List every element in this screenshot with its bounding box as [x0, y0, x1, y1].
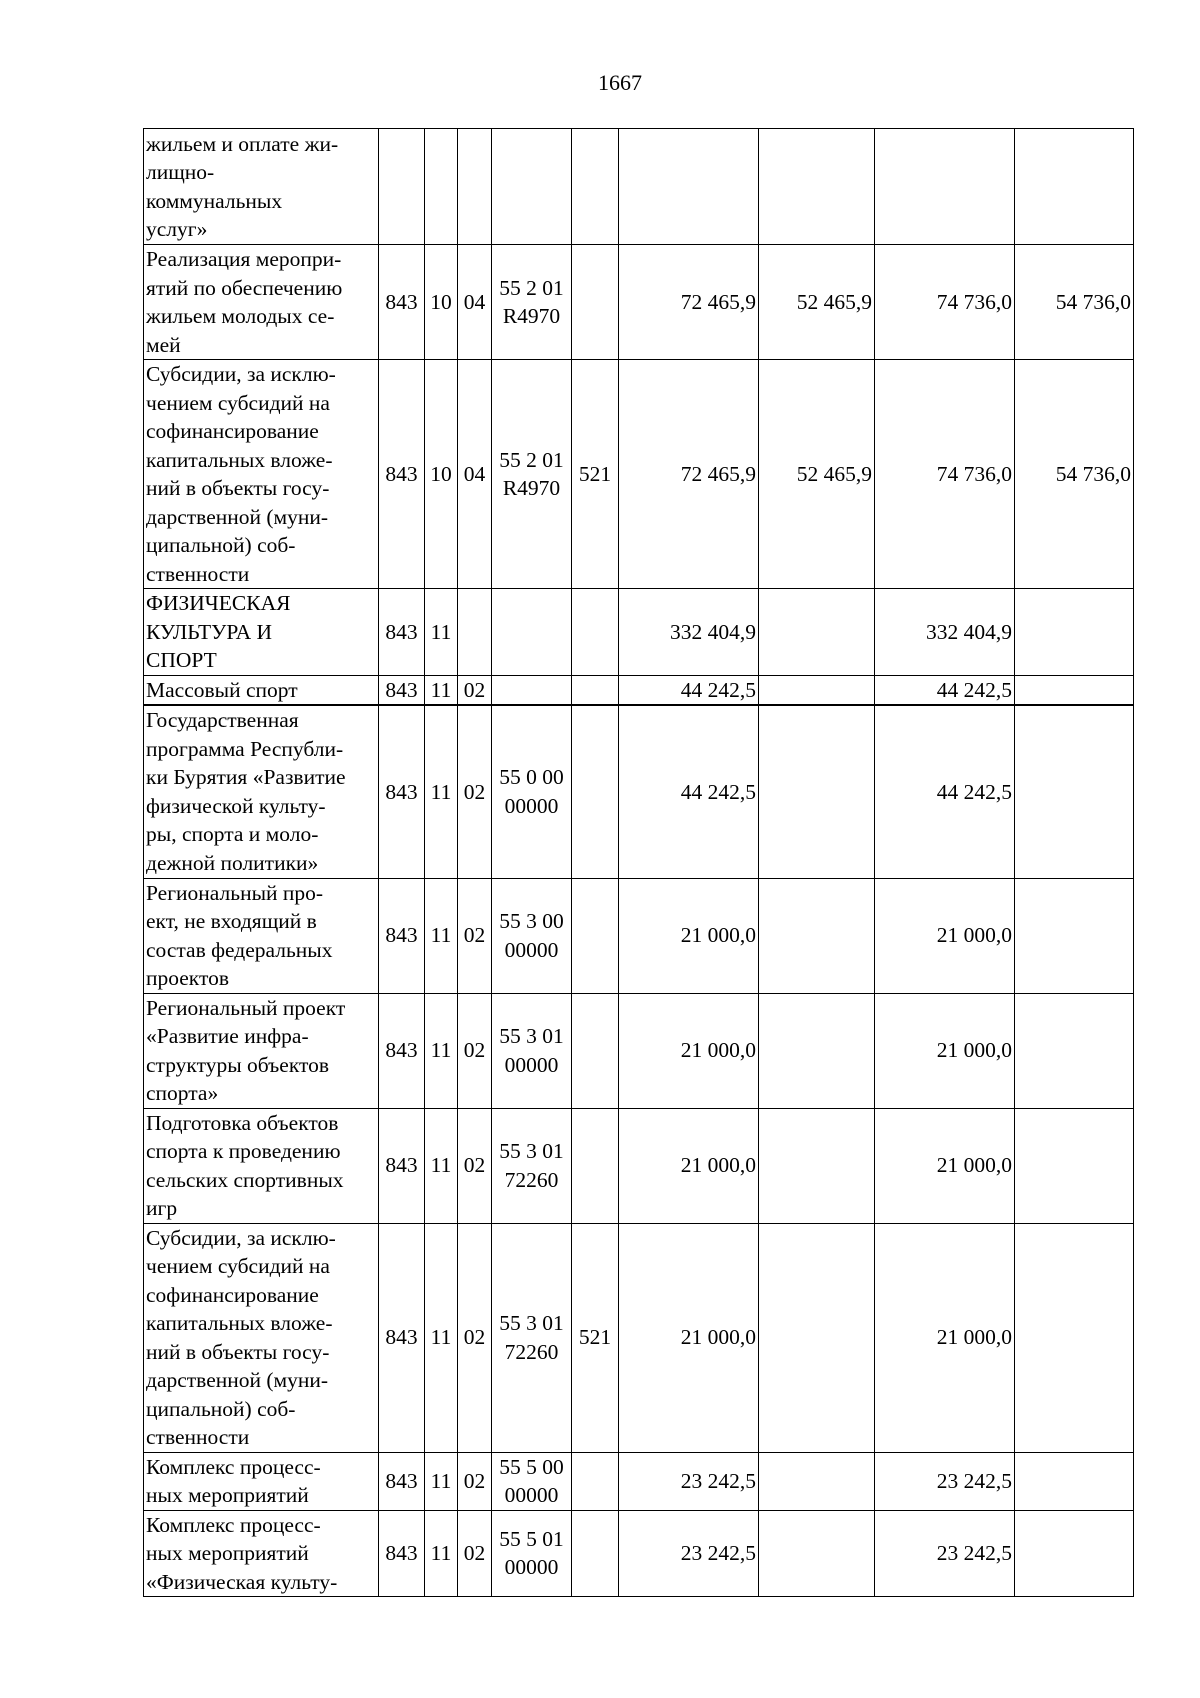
amount-year2-federal-cell	[1015, 1223, 1134, 1452]
section-cell: 11	[425, 878, 458, 993]
section-cell: 11	[425, 1108, 458, 1223]
target-article-cell: 55 3 01 00000	[492, 993, 572, 1108]
row-name-cell: Субсидии, за исклю- чением субсидий на софинансирование капитальных вложе- ний в объекты госу- дарственной (муни- ципальной) соб- ственности	[144, 1223, 379, 1452]
amount-year1-cell: 23 242,5	[619, 1452, 759, 1510]
subsection-cell	[458, 589, 492, 676]
expense-type-cell	[572, 878, 619, 993]
grbs-cell: 843	[379, 1223, 425, 1452]
amount-year1-federal-cell	[759, 589, 875, 676]
subsection-cell: 02	[458, 1108, 492, 1223]
amount-year1-cell: 72 465,9	[619, 245, 759, 360]
amount-year2-federal-cell: 54 736,0	[1015, 245, 1134, 360]
expense-type-cell	[572, 589, 619, 676]
section-cell: 11	[425, 1223, 458, 1452]
subsection-cell: 02	[458, 1223, 492, 1452]
amount-year2-cell: 21 000,0	[875, 993, 1015, 1108]
target-article-cell: 55 5 01 00000	[492, 1510, 572, 1597]
amount-year1-federal-cell	[759, 675, 875, 705]
subsection-cell: 02	[458, 1510, 492, 1597]
amount-year2-federal-cell	[1015, 993, 1134, 1108]
amount-year2-cell: 74 736,0	[875, 245, 1015, 360]
expense-type-cell	[572, 1452, 619, 1510]
target-article-cell	[492, 129, 572, 245]
amount-year2-federal-cell	[1015, 1108, 1134, 1223]
subsection-cell: 04	[458, 245, 492, 360]
table-row	[144, 1452, 1134, 1510]
grbs-cell: 843	[379, 589, 425, 676]
grbs-cell: 843	[379, 1108, 425, 1223]
section-cell: 11	[425, 1510, 458, 1597]
target-article-cell: 55 3 01 72260	[492, 1108, 572, 1223]
amount-year2-federal-cell	[1015, 878, 1134, 993]
amount-year2-cell: 21 000,0	[875, 1223, 1015, 1452]
subsection-cell: 02	[458, 993, 492, 1108]
target-article-cell: 55 2 01 R4970	[492, 360, 572, 589]
amount-year1-federal-cell	[759, 1108, 875, 1223]
target-article-cell: 55 2 01 R4970	[492, 245, 572, 360]
section-cell: 11	[425, 675, 458, 705]
grbs-cell: 843	[379, 993, 425, 1108]
row-name-cell: Реализация меропри- ятий по обеспечению жильем молодых се- мей	[144, 245, 379, 360]
table-row	[144, 878, 1134, 993]
row-name-cell: Государственная программа Республи- ки Бурятия «Развитие физической культу- ры, спорта и моло- дежной политики»	[144, 705, 379, 878]
amount-year1-federal-cell	[759, 1452, 875, 1510]
table-row	[144, 1223, 1134, 1452]
amount-year2-federal-cell	[1015, 1510, 1134, 1597]
amount-year1-federal-cell	[759, 1223, 875, 1452]
amount-year1-cell: 21 000,0	[619, 1223, 759, 1452]
target-article-cell: 55 3 00 00000	[492, 878, 572, 993]
row-name-cell: Комплекс процесс- ных мероприятий	[144, 1452, 379, 1510]
amount-year1-cell: 21 000,0	[619, 1108, 759, 1223]
amount-year2-cell: 23 242,5	[875, 1510, 1015, 1597]
subsection-cell	[458, 129, 492, 245]
amount-year2-cell: 21 000,0	[875, 1108, 1015, 1223]
amount-year1-federal-cell: 52 465,9	[759, 360, 875, 589]
table-row	[144, 245, 1134, 360]
table-row	[144, 675, 1134, 705]
expense-type-cell	[572, 245, 619, 360]
row-name-cell: Субсидии, за исклю- чением субсидий на софинансирование капитальных вложе- ний в объекты госу- дарственной (муни- ципальной) соб- ственности	[144, 360, 379, 589]
amount-year2-cell: 44 242,5	[875, 705, 1015, 878]
expense-type-cell: 521	[572, 360, 619, 589]
target-article-cell	[492, 675, 572, 705]
amount-year2-federal-cell	[1015, 589, 1134, 676]
subsection-cell: 04	[458, 360, 492, 589]
expense-type-cell	[572, 993, 619, 1108]
amount-year2-federal-cell	[1015, 675, 1134, 705]
amount-year1-cell: 21 000,0	[619, 993, 759, 1108]
amount-year1-cell: 44 242,5	[619, 675, 759, 705]
amount-year2-cell: 44 242,5	[875, 675, 1015, 705]
subsection-cell: 02	[458, 878, 492, 993]
section-cell	[425, 129, 458, 245]
row-name-cell: Массовый спорт	[144, 675, 379, 705]
section-cell: 11	[425, 705, 458, 878]
amount-year2-federal-cell: 54 736,0	[1015, 360, 1134, 589]
target-article-cell: 55 5 00 00000	[492, 1452, 572, 1510]
section-cell: 11	[425, 993, 458, 1108]
table-row	[144, 1108, 1134, 1223]
amount-year2-cell: 23 242,5	[875, 1452, 1015, 1510]
grbs-cell: 843	[379, 1510, 425, 1597]
expense-type-cell: 521	[572, 1223, 619, 1452]
amount-year1-federal-cell	[759, 705, 875, 878]
grbs-cell	[379, 129, 425, 245]
table-row	[144, 129, 1134, 245]
target-article-cell	[492, 589, 572, 676]
grbs-cell: 843	[379, 245, 425, 360]
table-row	[144, 993, 1134, 1108]
amount-year2-federal-cell	[1015, 129, 1134, 245]
row-name-cell: Региональный про- ект, не входящий в состав федеральных проектов	[144, 878, 379, 993]
amount-year1-cell: 332 404,9	[619, 589, 759, 676]
amount-year1-federal-cell	[759, 129, 875, 245]
table-row	[144, 1510, 1134, 1597]
amount-year1-federal-cell: 52 465,9	[759, 245, 875, 360]
expense-type-cell	[572, 675, 619, 705]
grbs-cell: 843	[379, 360, 425, 589]
target-article-cell: 55 0 00 00000	[492, 705, 572, 878]
table-row	[144, 705, 1134, 878]
row-name-cell: ФИЗИЧЕСКАЯ КУЛЬТУРА И СПОРТ	[144, 589, 379, 676]
expense-type-cell	[572, 705, 619, 878]
expense-type-cell	[572, 129, 619, 245]
budget-table	[143, 128, 1134, 1597]
table-row	[144, 589, 1134, 676]
amount-year1-cell: 21 000,0	[619, 878, 759, 993]
amount-year1-federal-cell	[759, 878, 875, 993]
expense-type-cell	[572, 1510, 619, 1597]
target-article-cell: 55 3 01 72260	[492, 1223, 572, 1452]
row-name-cell: Региональный проект «Развитие инфра- структуры объектов спорта»	[144, 993, 379, 1108]
amount-year2-cell: 21 000,0	[875, 878, 1015, 993]
amount-year2-federal-cell	[1015, 705, 1134, 878]
section-cell: 11	[425, 589, 458, 676]
row-name-cell: жильем и оплате жи- лищно- коммунальных услуг»	[144, 129, 379, 245]
subsection-cell: 02	[458, 675, 492, 705]
amount-year2-cell: 74 736,0	[875, 360, 1015, 589]
amount-year1-cell: 44 242,5	[619, 705, 759, 878]
amount-year1-federal-cell	[759, 1510, 875, 1597]
expense-type-cell	[572, 1108, 619, 1223]
table-row	[144, 360, 1134, 589]
row-name-cell: Комплекс процесс- ных мероприятий «Физическая культу-	[144, 1510, 379, 1597]
amount-year2-cell: 332 404,9	[875, 589, 1015, 676]
section-cell: 10	[425, 245, 458, 360]
amount-year2-federal-cell	[1015, 1452, 1134, 1510]
grbs-cell: 843	[379, 705, 425, 878]
amount-year1-cell	[619, 129, 759, 245]
row-name-cell: Подготовка объектов спорта к проведению сельских спортивных игр	[144, 1108, 379, 1223]
amount-year1-federal-cell	[759, 993, 875, 1108]
page-number: 1667	[598, 70, 642, 95]
subsection-cell: 02	[458, 705, 492, 878]
amount-year1-cell: 23 242,5	[619, 1510, 759, 1597]
amount-year2-cell	[875, 129, 1015, 245]
section-cell: 11	[425, 1452, 458, 1510]
subsection-cell: 02	[458, 1452, 492, 1510]
grbs-cell: 843	[379, 878, 425, 993]
section-cell: 10	[425, 360, 458, 589]
amount-year1-cell: 72 465,9	[619, 360, 759, 589]
grbs-cell: 843	[379, 675, 425, 705]
grbs-cell: 843	[379, 1452, 425, 1510]
